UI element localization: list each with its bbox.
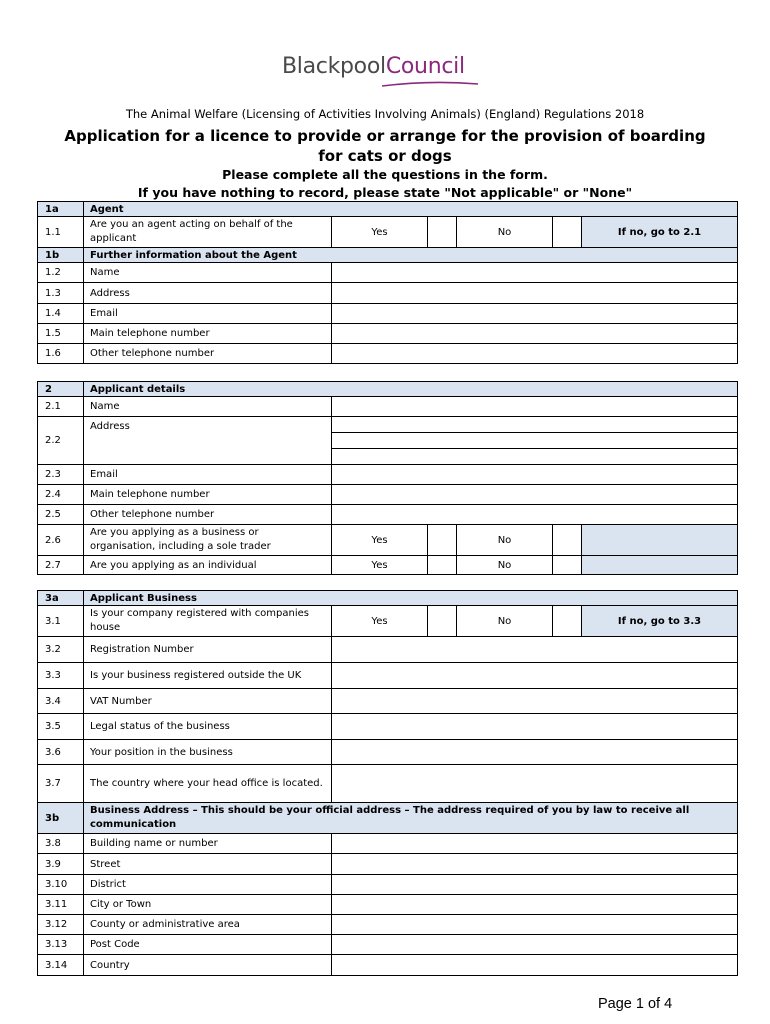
registration-number-field[interactable]: [332, 637, 738, 663]
question-row-1-6: 1.6 Other telephone number: [38, 344, 738, 364]
applicant-name-field[interactable]: [332, 397, 738, 417]
question-row-2-6: 2.6 Are you applying as a business or organisation, including a sole trader Yes No: [38, 525, 738, 556]
yes-label: Yes: [332, 525, 428, 556]
agent-email-field[interactable]: [332, 304, 738, 324]
agent-main-phone-field[interactable]: [332, 324, 738, 344]
question-row-3-7: 3.7 The country where your head office is located.: [38, 765, 738, 803]
instruction-not-applicable: If you have nothing to record, please state "Not applicable" or "None": [137, 185, 633, 200]
page-number: Page 1 of 4: [598, 996, 673, 1012]
section-header-3a: 3a Applicant Business: [38, 591, 738, 606]
agent-other-phone-field[interactable]: [332, 344, 738, 364]
no-checkbox[interactable]: [553, 606, 582, 637]
yes-checkbox[interactable]: [428, 556, 457, 575]
question-row-1-4: 1.4 Email: [38, 304, 738, 324]
county-field[interactable]: [332, 915, 738, 935]
country-field[interactable]: [332, 955, 738, 976]
question-row-2-7: 2.7 Are you applying as an individual Yes No: [38, 556, 738, 575]
applicant-business-table: [37, 590, 738, 976]
section-header-1a: 1a Agent: [38, 202, 738, 217]
street-field[interactable]: [332, 854, 738, 875]
question-row-3-11: 3.11 City or Town: [38, 895, 738, 915]
question-row-3-13: 3.13 Post Code: [38, 935, 738, 955]
applicant-address-line3[interactable]: [332, 449, 738, 465]
yes-checkbox[interactable]: [428, 525, 457, 556]
applicant-address-line2[interactable]: [332, 433, 738, 449]
applicant-address-line1[interactable]: [332, 417, 738, 433]
position-in-business-field[interactable]: [332, 740, 738, 765]
city-town-field[interactable]: [332, 895, 738, 915]
question-row-3-14: 3.14 Country: [38, 955, 738, 976]
blackpool-council-logo: [282, 54, 465, 88]
question-row-1-5: 1.5 Main telephone number: [38, 324, 738, 344]
question-row-2-2: 2.2 Address: [38, 417, 738, 433]
no-label: No: [457, 217, 553, 248]
section-header-1b: 1b Further information about the Agent: [38, 248, 738, 263]
question-row-1-3: 1.3 Address: [38, 283, 738, 304]
applicant-email-field[interactable]: [332, 465, 738, 485]
question-row-3-2: 3.2 Registration Number: [38, 637, 738, 663]
legal-status-field[interactable]: [332, 714, 738, 740]
yes-checkbox[interactable]: [428, 217, 457, 248]
question-row-3-8: 3.8 Building name or number: [38, 834, 738, 854]
applicant-details-table: [37, 381, 738, 575]
question-row-2-3: 2.3 Email: [38, 465, 738, 485]
question-row-2-5: 2.5 Other telephone number: [38, 505, 738, 525]
question-row-3-5: 3.5 Legal status of the business: [38, 714, 738, 740]
applicant-other-phone-field[interactable]: [332, 505, 738, 525]
agent-section-table: [37, 201, 738, 364]
regulations-title: The Animal Welfare (Licensing of Activities Involving Animals) (England) Regulations 2018: [125, 107, 645, 121]
question-row-3-10: 3.10 District: [38, 875, 738, 895]
district-field[interactable]: [332, 875, 738, 895]
logo-text-council: Council: [385, 54, 465, 79]
question-row-3-4: 3.4 VAT Number: [38, 689, 738, 714]
no-label: No: [457, 606, 553, 637]
agent-address-field[interactable]: [332, 283, 738, 304]
building-name-field[interactable]: [332, 834, 738, 854]
yes-label: Yes: [332, 217, 428, 248]
no-checkbox[interactable]: [553, 556, 582, 575]
no-label: No: [457, 556, 553, 575]
question-row-3-1: 3.1 Is your company registered with companies house Yes No If no, go to 3.3: [38, 606, 738, 637]
question-row-3-3: 3.3 Is your business registered outside the UK: [38, 663, 738, 689]
question-row-2-1: 2.1 Name: [38, 397, 738, 417]
form-title-line1: Application for a licence to provide or arrange for the provision of boarding: [64, 127, 706, 145]
question-row-2-4: 2.4 Main telephone number: [38, 485, 738, 505]
no-checkbox[interactable]: [553, 525, 582, 556]
yes-label: Yes: [332, 606, 428, 637]
logo-swoosh-icon: [380, 80, 480, 88]
agent-name-field[interactable]: [332, 263, 738, 283]
skip-note: If no, go to 2.1: [582, 217, 738, 248]
skip-note: If no, go to 3.3: [582, 606, 738, 637]
question-row-3-12: 3.12 County or administrative area: [38, 915, 738, 935]
post-code-field[interactable]: [332, 935, 738, 955]
no-label: No: [457, 525, 553, 556]
section-header-2: 2 Applicant details: [38, 382, 738, 397]
section-header-3b: 3b Business Address – This should be your official address – The address required of you by law to receive all communication: [38, 803, 738, 834]
yes-label: Yes: [332, 556, 428, 575]
registered-outside-uk-field[interactable]: [332, 663, 738, 689]
no-checkbox[interactable]: [553, 217, 582, 248]
form-title-line2: for cats or dogs: [318, 147, 452, 165]
yes-checkbox[interactable]: [428, 606, 457, 637]
vat-number-field[interactable]: [332, 689, 738, 714]
instruction-complete: Please complete all the questions in the form.: [222, 167, 548, 182]
question-row-3-9: 3.9 Street: [38, 854, 738, 875]
applicant-main-phone-field[interactable]: [332, 485, 738, 505]
question-row-1-2: 1.2 Name: [38, 263, 738, 283]
question-row-3-6: 3.6 Your position in the business: [38, 740, 738, 765]
head-office-country-field[interactable]: [332, 765, 738, 803]
form-title: [0, 126, 770, 166]
question-row-1-1: 1.1 Are you an agent acting on behalf of the applicant Yes No If no, go to 2.1: [38, 217, 738, 248]
logo-text-blackpool: Blackpool: [282, 54, 386, 79]
